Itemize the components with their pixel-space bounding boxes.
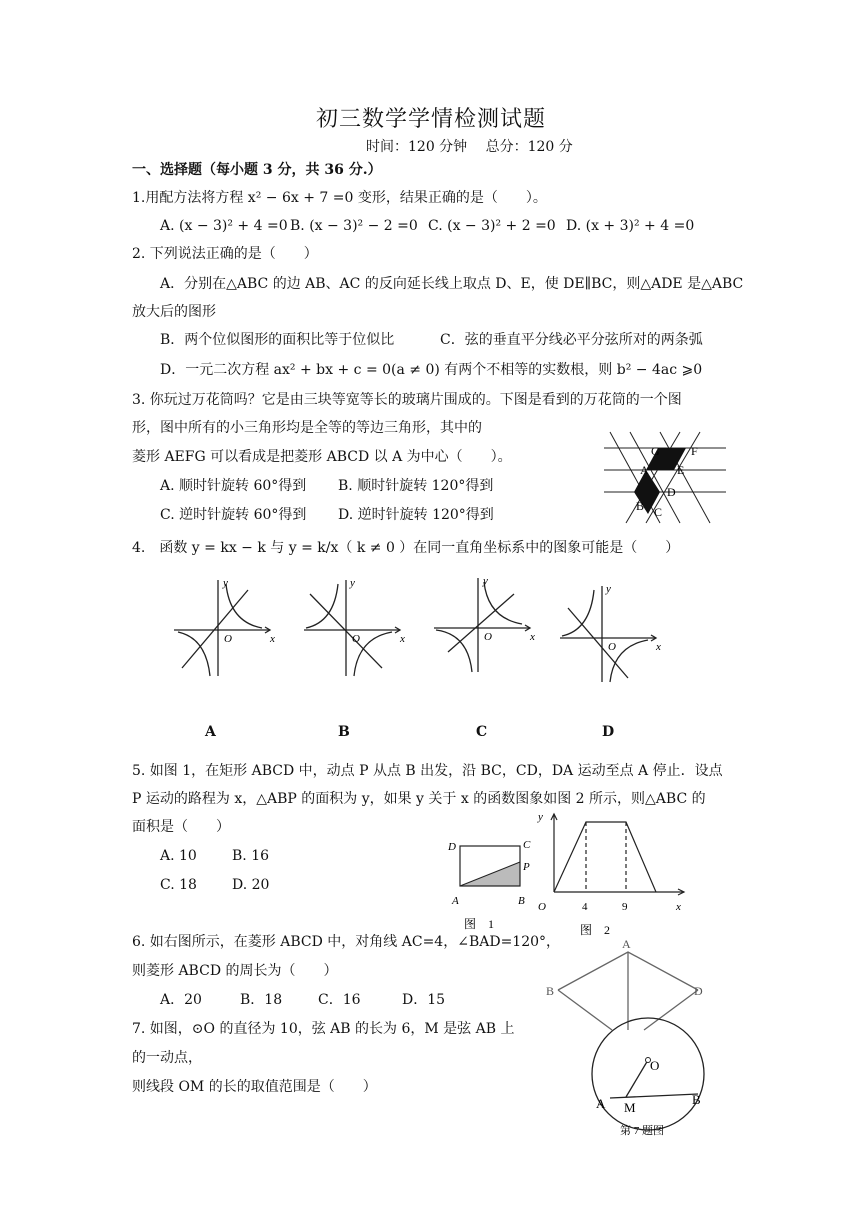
exam-info: 时间：120 分钟 总分：120 分 (366, 139, 573, 155)
q4b-x-label: x (400, 633, 405, 645)
q2-option-c: C．弦的垂直平分线必平分弦所对的两条弧 (440, 332, 703, 348)
q2-option-d: D．一元二次方程 ax² + bx + c = 0(a ≠ 0) 有两个不相等的实数根，则 b² − 4ac ⩾0 (160, 362, 703, 378)
q7-circle-figure (586, 1004, 716, 1144)
q6-option-c: C．16 (318, 992, 361, 1008)
q6-option-a: A．20 (160, 992, 202, 1008)
fig1-label-p: P (523, 861, 530, 873)
q3-label-g: G (651, 444, 660, 458)
q4-label-b: B (338, 724, 350, 740)
q5-figure2-graph (534, 808, 694, 942)
q3-kaleidoscope-figure (600, 430, 730, 525)
q5-option-a: A. 10 (160, 848, 197, 864)
q5-figure1-rectangle (440, 832, 540, 932)
q3-label-d: D (667, 485, 676, 499)
q5-line1: 5. 如图 1，在矩形 ABCD 中，动点 P 从点 B 出发，沿 BC，CD，DA 运动至点 A 停止．设点 (132, 763, 723, 779)
fig1-caption: 图 1 (464, 917, 495, 931)
q7-label-m: M (624, 1100, 636, 1115)
q4a-y-label: y (223, 577, 228, 589)
q3-label-c: C (654, 505, 663, 519)
q7-line3: 则线段 OM 的长的取值范围是（ ） (132, 1079, 377, 1095)
q7-label-b: B (692, 1092, 701, 1107)
q3-label-a: A (640, 463, 649, 477)
q3-option-d: D. 逆时针旋转 120°得到 (338, 507, 494, 523)
q2-option-a: A．分别在△ABC 的边 AB、AC 的反向延长线上取点 D、E，使 DE∥BC，则△ADE 是△ABC (160, 276, 744, 292)
q4c-x-label: x (530, 631, 535, 643)
q3-label-f: F (691, 444, 698, 458)
q6-option-b: B．18 (240, 992, 283, 1008)
q7-caption: 第 7 题图 (620, 1125, 664, 1137)
q1-option-c: C. (x − 3)² + 2 =0 (428, 218, 556, 234)
q5-option-d: D. 20 (232, 877, 270, 893)
fig2-y-label: y (538, 811, 543, 823)
q3-line1: 3. 你玩过万花筒吗？它是由三块等宽等长的玻璃片围成的。下图是看到的万花筒的一个图 (132, 392, 682, 408)
q6-line1: 6. 如右图所示，在菱形 ABCD 中，对角线 AC=4，∠BAD=120°， (132, 934, 561, 950)
q1-option-a: A. (x − 3)² + 4 =0 (160, 218, 288, 234)
q3-option-a: A. 顺时针旋转 60°得到 (160, 478, 307, 494)
q6-label-d: D (694, 984, 703, 998)
q5-line3: 面积是（ ） (132, 819, 230, 835)
q4a-origin: O (224, 633, 232, 645)
fig1-label-c: C (523, 839, 531, 851)
q6-line2: 则菱形 ABCD 的周长为（ ） (132, 963, 338, 979)
q4c-y-label: y (483, 575, 488, 587)
q1-stem: 1.用配方法将方程 x² − 6x + 7 =0 变形，结果正确的是（ ）。 (132, 190, 547, 206)
q4d-y-label: y (606, 583, 611, 595)
q4-graph-b (300, 572, 410, 682)
page-title: 初三数学学情检测试题 (316, 107, 547, 132)
q7-label-a: A (596, 1096, 606, 1111)
q3-label-b: B (636, 499, 645, 513)
q5-line2: P 运动的路程为 x，△ABP 的面积为 y，如果 y 关于 x 的函数图象如图 2 所示，则△ABC 的 (132, 791, 706, 807)
q2-option-a-cont: 放大后的图形 (132, 304, 216, 320)
q7-label-o: O (650, 1058, 660, 1073)
q2-stem: 2. 下列说法正确的是（ ） (132, 246, 318, 262)
q4-stem: 4. 函数 y = kx − k 与 y = k/x（ k ≠ 0 ）在同一直角坐标系中的图象可能是（ ） (132, 540, 680, 556)
fig2-x-label: x (676, 901, 681, 913)
q4c-origin: O (484, 631, 492, 643)
fig2-origin: O (538, 901, 546, 913)
fig1-label-b: B (518, 895, 525, 907)
q3-line2: 形，图中所有的小三角形均是全等的等边三角形，其中的 (132, 420, 482, 436)
fig2-caption: 图 2 (580, 923, 611, 937)
q4-graph-a (170, 572, 280, 682)
q4-label-d: D (602, 724, 615, 740)
q3-line3: 菱形 AEFG 可以看成是把菱形 ABCD 以 A 为中心（ ）。 (132, 449, 512, 465)
q5-option-b: B. 16 (232, 848, 270, 864)
q7-line1: 7. 如图，⊙O 的直径为 10，弦 AB 的长为 6，M 是弦 AB 上 (132, 1021, 515, 1037)
q4a-x-label: x (270, 633, 275, 645)
q4b-origin: O (352, 633, 360, 645)
fig1-label-a: A (452, 895, 459, 907)
q4-graph-d (556, 578, 666, 688)
q4b-y-label: y (350, 577, 355, 589)
q4d-origin: O (608, 641, 616, 653)
q3-option-c: C. 逆时针旋转 60°得到 (160, 507, 307, 523)
q4-label-c: C (476, 724, 488, 740)
q1-option-d: D. (x + 3)² + 4 =0 (566, 218, 695, 234)
section-heading: 一、选择题（每小题 3 分，共 36 分.） (132, 162, 382, 178)
q2-option-b: B．两个位似图形的面积比等于位似比 (160, 332, 395, 348)
q5-option-c: C. 18 (160, 877, 197, 893)
q4-graph-c (430, 572, 540, 682)
fig1-label-d: D (448, 841, 456, 853)
q3-option-b: B. 顺时针旋转 120°得到 (338, 478, 494, 494)
fig2-tick-9: 9 (622, 901, 628, 913)
q3-label-e: E (677, 463, 685, 477)
q4d-x-label: x (656, 641, 661, 653)
fig2-tick-4: 4 (582, 901, 588, 913)
q1-option-b: B. (x − 3)² − 2 =0 (290, 218, 418, 234)
q6-option-d: D．15 (402, 992, 446, 1008)
q7-line2: 的一动点， (132, 1050, 202, 1066)
q6-label-a: A (622, 937, 631, 951)
q6-label-b: B (546, 984, 555, 998)
q4-label-a: A (205, 724, 216, 740)
